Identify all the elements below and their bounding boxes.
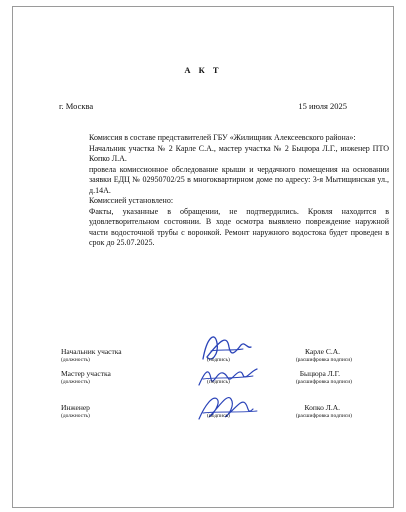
paragraph-findings: Факты, указанные в обращении, не подтвердились. Кровля находится в удовлетворительном состоянии. В ходе осмотра выявлено повреждение наружной части водосточной трубы с воронкой. Ремонт наружного водостока будет проведен в срок до 25.07.2025.	[89, 206, 389, 247]
signature-sign-note: (подпись)	[207, 357, 230, 363]
signature-name-note: (расшифровка подписи)	[295, 379, 352, 385]
paragraph-inspection: провела комиссионное обследование крыши и чердачного помещения на основании заявки ЕДЦ № 02950702/25 в многоквартирном доме по адресу: 3-я Мытищинская ул., д.14А.	[89, 164, 389, 195]
signature-role-note: (должность)	[61, 413, 90, 419]
document-page	[12, 6, 394, 508]
document-city: г. Москва	[59, 101, 94, 111]
signature-sign-note: (подпись)	[207, 379, 230, 385]
paragraph-findings-heading: Комиссией установлено:	[89, 196, 174, 205]
signature-name: Быцюра Л.Г.	[299, 369, 340, 378]
signature-name: Копко Л.А.	[304, 403, 340, 412]
handwritten-signature-3	[191, 385, 263, 429]
document-title: А К Т	[184, 65, 222, 75]
signature-role-note: (должность)	[61, 357, 90, 363]
paragraph-members: Начальник участка № 2 Карле С.А., мастер участка № 2 Быцюра Л.Г., инженер ПТО Копко Л.А.	[89, 143, 389, 163]
signature-role: Начальник участка	[61, 347, 122, 356]
signature-role-note: (должность)	[61, 379, 90, 385]
signature-role: Инженер	[61, 403, 90, 412]
signature-sign-note: (подпись)	[207, 413, 230, 419]
signature-name-note: (расшифровка подписи)	[295, 413, 352, 419]
signature-row-3	[61, 403, 386, 433]
signature-name: Карле С.А.	[305, 347, 340, 356]
signature-name-note: (расшифровка подписи)	[295, 357, 352, 363]
document-date: 15 июля 2025	[298, 101, 347, 111]
signature-role: Мастер участка	[61, 369, 111, 378]
document-body	[89, 133, 389, 249]
paragraph-commission: Комиссия в составе представителей ГБУ «Жилищник Алексеевского района»:	[89, 133, 356, 142]
